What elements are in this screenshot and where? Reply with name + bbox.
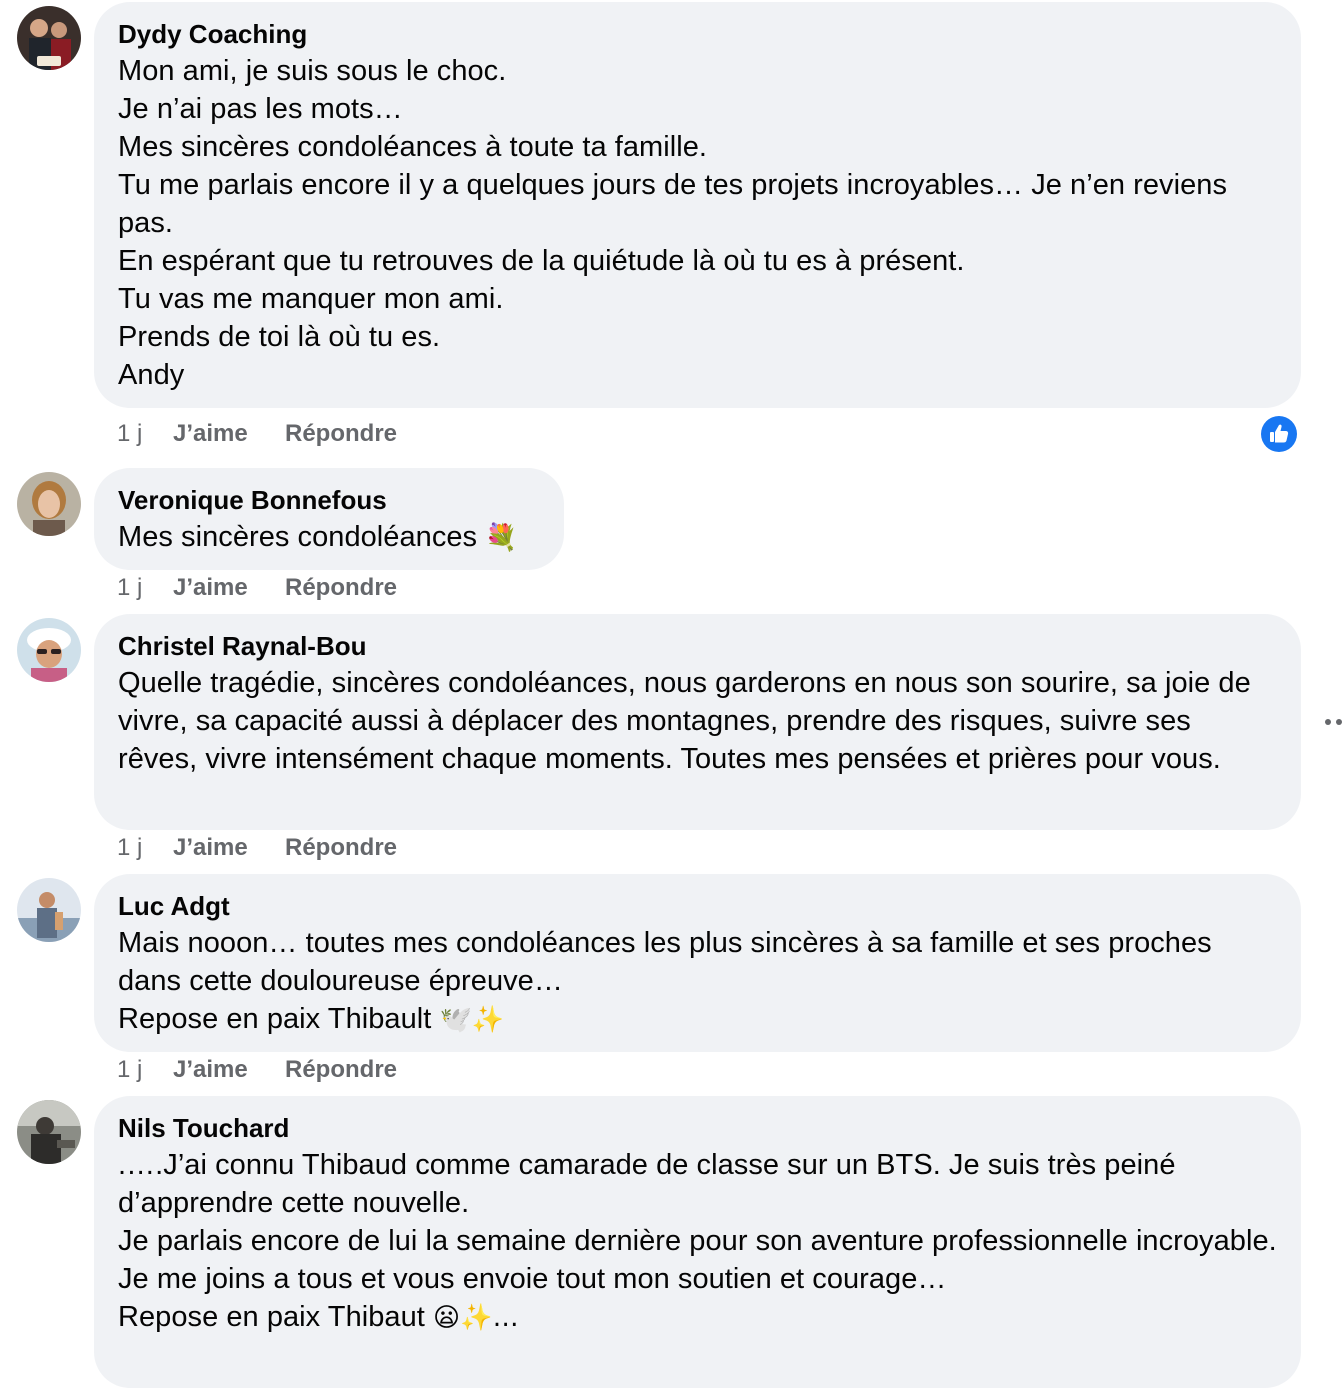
comment-text: Mon ami, je suis sous le choc. Je n’ai pas les mots… Mes sincères condoléances à toute ta famille. Tu me parlais encore il y a quelques jours de tes projets incroyables… Je n’en reviens pas. En espérant que tu retrouves de la quiétude là où tu es à présent. Tu vas me manquer mon ami. Prends de toi là où tu es. Andy <box>118 55 1228 391</box>
like-button[interactable]: J’aime <box>173 420 248 447</box>
comment-text: Mes sincères condoléances 💐 <box>118 521 518 553</box>
comment-bubble <box>94 614 1301 830</box>
reply-button[interactable]: Répondre <box>285 1056 398 1083</box>
like-icon <box>1260 415 1298 453</box>
avatar[interactable] <box>17 618 81 682</box>
comment-text: Mais nooon… toutes mes condoléances les plus sincères à sa famille et ses proches dans cette douloureuse épreuve… Repose en paix Thibault 🕊️✨ <box>118 927 1212 1035</box>
comment-bubble <box>94 468 564 570</box>
avatar-image <box>17 472 81 536</box>
comment-actions <box>117 419 397 449</box>
comment-bubble <box>94 2 1301 408</box>
comment-text: .….J’ai connu Thibaud comme camarade de classe sur un BTS. Je suis très peiné d’apprendre cette nouvelle. Je parlais encore de lui la semaine dernière pour son aventure professionnelle incroyable. Je me joins a tous et vous envoie tout mon soutien et courage… Repose en paix Thibaut 😦✨… <box>118 1149 1277 1333</box>
avatar[interactable] <box>17 472 81 536</box>
like-button[interactable]: J’aime <box>173 834 248 861</box>
avatar-image <box>17 6 81 70</box>
sad-face-sparkles-emoji: 😦✨… <box>433 1303 519 1333</box>
comment-author[interactable]: Nils Touchard <box>118 1113 290 1143</box>
comment-bubble <box>94 874 1301 1052</box>
avatar[interactable] <box>17 6 81 70</box>
reply-button[interactable]: Répondre <box>285 420 398 447</box>
comment-actions <box>117 1055 397 1085</box>
comment-time[interactable]: 1 j <box>117 574 143 601</box>
like-reaction-badge[interactable] <box>1260 415 1298 453</box>
reply-button[interactable]: Répondre <box>285 574 398 601</box>
comment-actions <box>117 833 397 863</box>
reply-button[interactable]: Répondre <box>285 834 398 861</box>
comment-author[interactable]: Dydy Coaching <box>118 19 308 49</box>
comment-author[interactable]: Veronique Bonnefous <box>118 485 387 515</box>
comment-time[interactable]: 1 j <box>117 420 143 447</box>
like-button[interactable]: J’aime <box>173 1056 248 1083</box>
avatar[interactable] <box>17 1100 81 1164</box>
comment-time[interactable]: 1 j <box>117 1056 143 1083</box>
comment-author[interactable]: Christel Raynal-Bou <box>118 631 367 661</box>
comment-actions <box>117 573 397 603</box>
comment-time[interactable]: 1 j <box>117 834 143 861</box>
more-options-icon <box>1324 712 1344 732</box>
avatar-image <box>17 618 81 682</box>
avatar-image <box>17 878 81 942</box>
dove-sparkles-emoji: 🕊️✨ <box>439 1005 505 1035</box>
avatar[interactable] <box>17 878 81 942</box>
comment-text: Quelle tragédie, sincères condoléances, nous garderons en nous son sourire, sa joie de vivre, sa capacité aussi à déplacer des montagnes, prendre des risques, suivre ses rêves, vivre intensément chaque moments. Toutes mes pensées et prières pour vous. <box>118 667 1259 775</box>
like-button[interactable]: J’aime <box>173 574 248 601</box>
more-options-button[interactable] <box>1324 712 1344 732</box>
avatar-image <box>17 1100 81 1164</box>
bouquet-emoji: 💐 <box>485 523 518 553</box>
comment-bubble <box>94 1096 1301 1388</box>
comment-author[interactable]: Luc Adgt <box>118 891 230 921</box>
